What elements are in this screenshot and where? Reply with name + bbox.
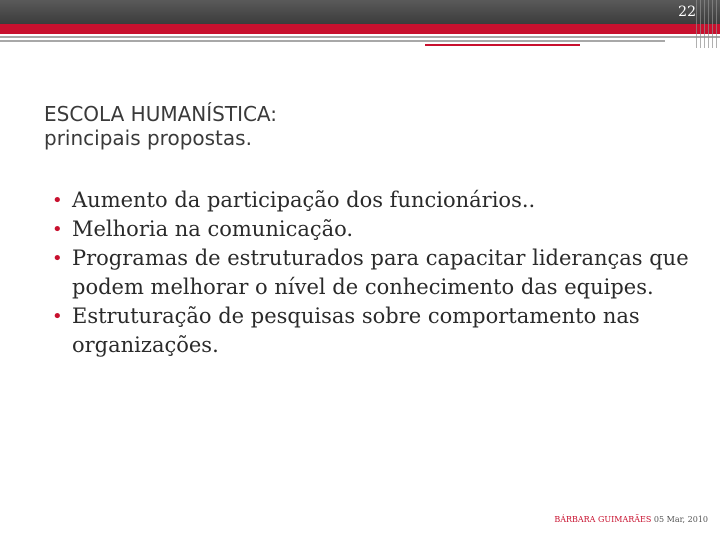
header-band (0, 0, 720, 24)
footer-author: BÁRBARA GUIMARÃES (554, 515, 652, 524)
bullet-icon: • (52, 219, 63, 240)
bullet-item (50, 302, 700, 360)
bullet-text: Aumento da participação dos funcionários.. (72, 188, 536, 212)
bullet-item (50, 244, 700, 302)
slide-footer (554, 515, 708, 524)
bullet-item (50, 215, 700, 244)
slide-number: 22 (678, 4, 696, 20)
corner-decoration (696, 0, 720, 48)
bullet-list (50, 186, 700, 360)
bullet-text: Programas de estruturados para capacitar lideranças que podem melhorar o nível de conhecimento das equipes. (72, 246, 689, 299)
footer-date: 05 Mar, 2010 (653, 515, 708, 524)
bullet-item (50, 186, 700, 215)
header-decorative-lines (0, 34, 720, 48)
slide-title-line-2: principais propostas. (44, 126, 252, 150)
header-red-stripe (0, 24, 720, 34)
bullet-text: Melhoria na comunicação. (72, 217, 354, 241)
bullet-icon: • (52, 306, 63, 327)
bullet-text: Estruturação de pesquisas sobre comportamento nas organizações. (72, 304, 640, 357)
slide-title-line-1: ESCOLA HUMANÍSTICA: (44, 102, 277, 126)
bullet-icon: • (52, 248, 63, 269)
slide-title (44, 102, 664, 150)
bullet-icon: • (52, 190, 63, 211)
